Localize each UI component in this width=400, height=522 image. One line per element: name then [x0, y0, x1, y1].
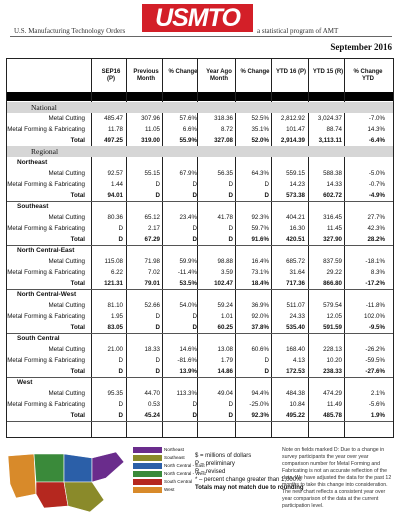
- map-region: [64, 454, 92, 482]
- table-cell: D: [155, 368, 160, 375]
- table-cell: 1.79: [220, 357, 233, 364]
- legend-swatch: [133, 479, 162, 485]
- table-cell: D: [264, 181, 269, 188]
- table-row: [7, 256, 393, 267]
- table-cell: D: [192, 236, 197, 243]
- table-cell: 6.22: [110, 269, 123, 276]
- header-divider: [10, 36, 392, 37]
- column-header: Year Ago Month: [206, 69, 232, 82]
- region-heading: Northeast: [17, 159, 48, 166]
- table-cell: 14.3%: [367, 126, 385, 133]
- region-heading: Southeast: [17, 203, 49, 210]
- legend-label: Northeast: [164, 447, 184, 452]
- table-cell: 511.07: [286, 302, 305, 309]
- table-cell: D: [228, 412, 233, 419]
- table-cell: -9.5%: [368, 324, 385, 331]
- table-cell: D: [192, 401, 197, 408]
- table-cell: 28.2%: [367, 236, 385, 243]
- table-cell: D: [155, 357, 160, 364]
- note-line: R – revised: [195, 469, 226, 475]
- table-cell: 2,812.92: [280, 115, 305, 122]
- table-cell: 1.01: [220, 313, 233, 320]
- table-row: [7, 366, 393, 378]
- table-cell: 80.36: [107, 214, 123, 221]
- table-cell: 1.9%: [370, 412, 385, 419]
- column-header: SEP16 (P): [101, 69, 121, 82]
- table-cell: 11.49: [326, 401, 342, 408]
- table-cell: 35.1%: [251, 126, 269, 133]
- orders-table: [6, 58, 394, 438]
- note-line: Totals may not match due to rounding: [195, 485, 304, 491]
- table-cell: 36.9%: [251, 302, 269, 309]
- table-cell: 2.1%: [370, 390, 385, 397]
- table-cell: 59.9%: [179, 258, 197, 265]
- us-region-map: [6, 446, 126, 516]
- table-cell: 4.13: [292, 357, 305, 364]
- row-label: Metal Forming & Fabricating: [7, 225, 85, 232]
- legend-swatch: [133, 447, 162, 453]
- legend-swatch: [133, 487, 162, 493]
- table-cell: 31.64: [289, 269, 305, 276]
- table-cell: D: [228, 181, 233, 188]
- table-cell: 8.72: [220, 126, 233, 133]
- legend-label: South Central: [164, 479, 193, 484]
- row-label: Metal Cutting: [48, 302, 85, 309]
- table-cell: D: [228, 401, 233, 408]
- table-cell: 18.33: [144, 346, 160, 353]
- table-row: [7, 344, 393, 355]
- table-cell: 573.38: [286, 192, 305, 199]
- table-cell: 115.08: [104, 258, 123, 265]
- table-cell: 60.25: [217, 324, 233, 331]
- column-header: Previous Month: [133, 69, 159, 82]
- table-cell: 2,914.39: [280, 137, 305, 144]
- table-cell: 420.51: [286, 236, 305, 243]
- table-cell: -17.2%: [365, 280, 385, 287]
- table-cell: -81.6%: [177, 357, 197, 364]
- table-cell: D: [155, 181, 160, 188]
- table-cell: 559.15: [286, 170, 305, 177]
- table-cell: -6.4%: [368, 137, 385, 144]
- table-cell: 319.00: [141, 137, 160, 144]
- row-label: Total: [70, 412, 85, 419]
- table-cell: 3,113.11: [318, 137, 342, 144]
- table-cell: 602.72: [323, 192, 342, 199]
- region-heading: North Central-West: [17, 291, 77, 298]
- table-cell: 121.31: [104, 280, 123, 287]
- table-cell: -0.7%: [368, 181, 385, 188]
- row-label: Total: [70, 137, 85, 144]
- table-cell: -5.6%: [368, 401, 385, 408]
- row-label: Metal Cutting: [48, 214, 85, 221]
- table-cell: 474.29: [323, 390, 342, 397]
- table-cell: 44.70: [144, 390, 160, 397]
- table-cell: 327.90: [323, 236, 342, 243]
- table-cell: 55.9%: [179, 137, 197, 144]
- column-header: YTD 16 (P): [275, 69, 306, 75]
- table-cell: -7.0%: [368, 115, 385, 122]
- table-cell: 24.33: [289, 313, 305, 320]
- table-cell: 11.78: [107, 126, 123, 133]
- table-cell: 52.66: [144, 302, 160, 309]
- table-cell: -5.0%: [368, 170, 385, 177]
- table-cell: -11.4%: [177, 269, 197, 276]
- table-cell: 7.02: [147, 269, 160, 276]
- table-cell: -26.2%: [365, 346, 385, 353]
- table-row: [7, 179, 393, 190]
- table-cell: 1.44: [110, 181, 123, 188]
- table-cell: 92.57: [107, 170, 123, 177]
- table-cell: 497.25: [104, 137, 123, 144]
- table-cell: 94.4%: [251, 390, 269, 397]
- table-row: [7, 322, 393, 334]
- table-cell: 172.53: [286, 368, 305, 375]
- region-heading: North Central-East: [17, 247, 75, 254]
- note-line: P – preliminary: [195, 461, 235, 467]
- table-cell: 8.3%: [370, 269, 385, 276]
- table-cell: 21.00: [107, 346, 123, 353]
- table-cell: 238.33: [323, 368, 342, 375]
- table-cell: 59.7%: [251, 225, 269, 232]
- legend-label: North Central - East: [164, 463, 205, 468]
- table-cell: 307.96: [141, 115, 160, 122]
- table-cell: 2.17: [147, 225, 160, 232]
- legend-swatch: [133, 463, 162, 469]
- table-cell: 45.24: [144, 412, 160, 419]
- table-cell: D: [118, 236, 123, 243]
- legend-swatch: [133, 455, 162, 461]
- header-separator-bar: [7, 92, 393, 101]
- table-cell: 14.23: [289, 181, 305, 188]
- row-label: Metal Forming & Fabricating: [7, 313, 85, 320]
- table-row: [7, 223, 393, 234]
- table-row: [7, 212, 393, 223]
- table-cell: 168.40: [286, 346, 305, 353]
- table-cell: 67.29: [144, 236, 160, 243]
- table-cell: D: [264, 192, 269, 199]
- row-label: Total: [70, 236, 85, 243]
- table-cell: -59.5%: [365, 357, 385, 364]
- table-cell: 11.05: [144, 126, 160, 133]
- table-cell: 591.59: [323, 324, 342, 331]
- legend-swatch: [133, 471, 162, 477]
- table-cell: D: [118, 368, 123, 375]
- table-row: [7, 410, 393, 422]
- table-cell: 717.36: [286, 280, 305, 287]
- table-cell: D: [228, 225, 233, 232]
- table-cell: 37.8%: [251, 324, 269, 331]
- table-cell: 404.21: [286, 214, 305, 221]
- table-cell: 3.59: [220, 269, 233, 276]
- row-label: Metal Cutting: [48, 390, 85, 397]
- map-region: [36, 482, 68, 508]
- table-cell: 73.1%: [251, 269, 269, 276]
- row-label: Metal Cutting: [48, 346, 85, 353]
- table-cell: D: [228, 236, 233, 243]
- table-cell: D: [118, 225, 123, 232]
- table-cell: 13.08: [217, 346, 233, 353]
- table-cell: 485.78: [323, 412, 342, 419]
- row-label: Total: [70, 192, 85, 199]
- table-cell: -25.0%: [249, 401, 269, 408]
- table-cell: 485.47: [104, 115, 123, 122]
- table-cell: D: [228, 192, 233, 199]
- table-cell: 16.30: [289, 225, 305, 232]
- legend-label: Southeast: [164, 455, 185, 460]
- row-label: Metal Cutting: [48, 115, 85, 122]
- table-cell: 92.3%: [251, 214, 269, 221]
- table-cell: 13.9%: [179, 368, 197, 375]
- table-cell: 81.10: [107, 302, 123, 309]
- table-cell: D: [155, 324, 160, 331]
- map-region: [34, 454, 64, 482]
- table-cell: D: [118, 401, 123, 408]
- table-cell: 327.08: [214, 137, 233, 144]
- map-region: [8, 454, 36, 498]
- legend-label: West: [164, 487, 175, 492]
- table-row: [7, 355, 393, 366]
- table-cell: 579.54: [323, 302, 342, 309]
- table-cell: 67.9%: [179, 170, 197, 177]
- table-cell: 1.95: [110, 313, 123, 320]
- table-cell: 484.38: [286, 390, 305, 397]
- section-band: Regional: [7, 146, 393, 157]
- table-cell: 11.45: [326, 225, 342, 232]
- table-cell: 95.35: [107, 390, 123, 397]
- table-cell: 53.5%: [179, 280, 197, 287]
- row-label: Metal Cutting: [48, 258, 85, 265]
- table-cell: 57.6%: [179, 115, 197, 122]
- table-cell: D: [264, 368, 269, 375]
- region-heading: West: [17, 379, 33, 386]
- section-band: National: [7, 102, 393, 113]
- table-cell: 94.01: [107, 192, 123, 199]
- table-cell: 16.4%: [251, 258, 269, 265]
- table-cell: 92.0%: [251, 313, 269, 320]
- table-cell: 27.7%: [367, 214, 385, 221]
- table-cell: 60.6%: [251, 346, 269, 353]
- table-row: [7, 190, 393, 202]
- table-cell: D: [155, 192, 160, 199]
- usmto-logo: USMTO: [142, 4, 253, 32]
- table-row: [7, 311, 393, 322]
- table-cell: 14.86: [217, 368, 233, 375]
- table-cell: D: [192, 412, 197, 419]
- table-cell: D: [192, 181, 197, 188]
- header-tagline: a statistical program of AMT: [257, 27, 339, 35]
- table-row: [7, 388, 393, 399]
- column-header: % Change: [168, 69, 198, 75]
- table-cell: D: [155, 313, 160, 320]
- table-cell: 228.13: [323, 346, 342, 353]
- table-cell: -27.6%: [365, 368, 385, 375]
- table-row: [7, 300, 393, 311]
- table-cell: 3,024.37: [317, 115, 342, 122]
- table-row: [7, 399, 393, 410]
- row-label: Metal Forming & Fabricating: [7, 181, 85, 188]
- column-header: % Change: [240, 69, 270, 75]
- table-cell: 102.0%: [364, 313, 385, 320]
- table-cell: 91.6%: [251, 236, 269, 243]
- table-cell: D: [192, 313, 197, 320]
- table-cell: -4.9%: [368, 192, 385, 199]
- table-cell: -18.1%: [365, 258, 385, 265]
- table-cell: 535.40: [286, 324, 305, 331]
- table-cell: D: [118, 412, 123, 419]
- table-cell: 55.15: [144, 170, 160, 177]
- table-cell: 92.3%: [251, 412, 269, 419]
- report-date: September 2016: [330, 42, 392, 52]
- table-cell: 101.47: [286, 126, 305, 133]
- table-row: [7, 113, 393, 124]
- table-cell: 113.3%: [176, 390, 197, 397]
- table-cell: 0.53: [147, 401, 160, 408]
- table-cell: 52.0%: [251, 137, 269, 144]
- table-cell: 10.84: [289, 401, 305, 408]
- table-cell: 83.05: [107, 324, 123, 331]
- table-cell: 588.38: [323, 170, 342, 177]
- row-label: Total: [70, 324, 85, 331]
- table-cell: 10.20: [326, 357, 342, 364]
- region-heading: South Central: [17, 335, 60, 342]
- table-cell: 14.6%: [179, 346, 197, 353]
- table-cell: 6.6%: [182, 126, 197, 133]
- map-region: [64, 482, 104, 512]
- table-cell: D: [264, 357, 269, 364]
- legend-label: North Central - West: [164, 471, 206, 476]
- table-cell: 65.12: [144, 214, 160, 221]
- table-cell: 64.3%: [251, 170, 269, 177]
- table-cell: 71.98: [144, 258, 160, 265]
- table-cell: 14.33: [326, 181, 342, 188]
- table-row: [7, 124, 393, 135]
- table-cell: 318.36: [214, 115, 233, 122]
- table-cell: -11.8%: [365, 302, 385, 309]
- table-cell: 88.74: [326, 126, 342, 133]
- row-label: Metal Forming & Fabricating: [7, 401, 85, 408]
- table-cell: 29.22: [326, 269, 342, 276]
- note-line: $ = millions of dollars: [195, 453, 252, 459]
- column-header: YTD 15 (R): [312, 69, 344, 75]
- table-cell: 56.35: [217, 170, 233, 177]
- row-label: Metal Forming & Fabricating: [7, 126, 85, 133]
- table-cell: 102.47: [214, 280, 233, 287]
- table-cell: 54.0%: [179, 302, 197, 309]
- column-header: % Change YTD: [353, 69, 383, 82]
- table-cell: 685.72: [286, 258, 305, 265]
- row-label: Metal Forming & Fabricating: [7, 357, 85, 364]
- map-region: [92, 452, 124, 482]
- table-cell: 59.24: [217, 302, 233, 309]
- table-cell: 23.4%: [179, 214, 197, 221]
- table-cell: 316.45: [323, 214, 342, 221]
- table-cell: 79.01: [144, 280, 160, 287]
- note-on-d-fields: Note on fields marked D: Due to a change in survey participants the year over year comparison number for Metal Forming and Fabricating is not an accurate reflection of the data. We have adjusted the data for the past 12 months to take this change into consideration. The new chart reflects a consistent year over year comparison of the data at the current participation level.: [282, 447, 392, 509]
- row-label: Total: [70, 368, 85, 375]
- table-cell: 98.88: [217, 258, 233, 265]
- row-label: Metal Forming & Fabricating: [7, 269, 85, 276]
- table-cell: 837.59: [323, 258, 342, 265]
- table-cell: D: [192, 192, 197, 199]
- table-cell: 41.78: [217, 214, 233, 221]
- header-org: U.S. Manufacturing Technology Orders: [14, 27, 126, 35]
- row-label: Metal Cutting: [48, 170, 85, 177]
- table-cell: 18.4%: [251, 280, 269, 287]
- table-cell: 866.80: [323, 280, 342, 287]
- table-cell: D: [118, 357, 123, 364]
- table-row: [7, 168, 393, 179]
- table-cell: 12.05: [326, 313, 342, 320]
- table-row: [7, 267, 393, 278]
- table-cell: 52.5%: [251, 115, 269, 122]
- table-cell: D: [192, 324, 197, 331]
- table-cell: 42.3%: [367, 225, 385, 232]
- table-cell: D: [192, 225, 197, 232]
- table-cell: 495.22: [286, 412, 305, 419]
- table-cell: 49.04: [217, 390, 233, 397]
- note-line: * – percent change greater than 1,000%: [195, 477, 302, 483]
- row-label: Total: [70, 280, 85, 287]
- table-header: [7, 59, 393, 93]
